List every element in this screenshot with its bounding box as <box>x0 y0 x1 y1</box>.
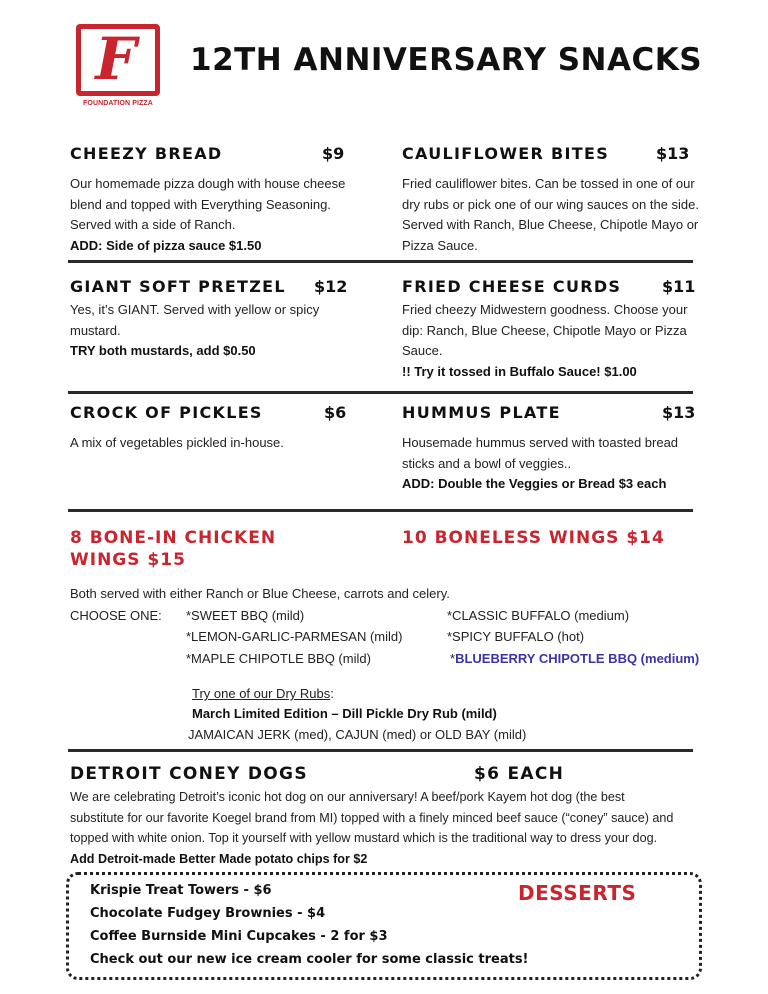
item-desc-cauliflower-bites <box>402 174 699 256</box>
item-price-detroit-coney-dogs: $6 EACH <box>474 764 565 784</box>
dry-rubs-label-text: Try one of our Dry Rubs <box>192 686 331 701</box>
dessert-item: Coffee Burnside Mini Cupcakes - 2 for $3 <box>90 929 388 944</box>
desc-line: dip: Ranch, Blue Cheese, Chipotle Mayo or Pizza <box>402 322 687 338</box>
item-name-hummus-plate: HUMMUS PLATE <box>402 403 561 422</box>
item-name-cheezy-bread: CHEEZY BREAD <box>70 144 223 163</box>
logo-text: FOUNDATION PIZZA <box>83 100 153 107</box>
item-desc-fried-cheese-curds <box>402 300 687 382</box>
dessert-item: Chocolate Fudgey Brownies - $4 <box>90 906 326 921</box>
section-divider <box>68 260 693 263</box>
page-title: 12TH ANNIVERSARY SNACKS <box>190 42 703 78</box>
asterisk: * <box>450 651 456 666</box>
item-name-giant-soft-pretzel: GIANT SOFT PRETZEL <box>70 277 286 296</box>
item-price-cheezy-bread: $9 <box>322 144 345 163</box>
item-note: !! Try it tossed in Buffalo Sauce! $1.00 <box>402 363 637 379</box>
choose-one-label: CHOOSE ONE: <box>70 608 162 623</box>
item-desc-detroit-coney-dogs <box>70 787 673 869</box>
sauce-option: *MAPLE CHIPOTLE BBQ (mild) <box>186 651 371 666</box>
item-desc-hummus-plate <box>402 433 678 495</box>
sauce-option: *LEMON-GARLIC-PARMESAN (mild) <box>186 629 403 644</box>
item-name-detroit-coney-dogs: DETROIT CONEY DOGS <box>70 764 308 784</box>
desc-line: Fried cauliflower bites. Can be tossed in one of our <box>402 176 695 191</box>
special-sauce-blueberry: BLUEBERRY CHIPOTLE BBQ (medium) <box>455 651 700 666</box>
desc-line: A mix of vegetables pickled in-house. <box>70 435 284 450</box>
section-divider <box>68 749 693 752</box>
bone-in-wings-line2: WINGS $15 <box>70 550 186 570</box>
desc-line: Sauce. <box>402 343 443 358</box>
desc-line: Fried cheezy Midwestern goodness. Choose your <box>402 302 688 317</box>
item-price-fried-cheese-curds: $11 <box>662 277 696 296</box>
dessert-item: Krispie Treat Towers - $6 <box>90 883 272 898</box>
item-desc-cheezy-bread <box>70 174 345 256</box>
dry-rubs-label <box>192 684 334 704</box>
colon: : <box>330 686 334 701</box>
item-note: Add Detroit-made Better Made potato chips for $2 <box>70 851 368 866</box>
dessert-item: Check out our new ice cream cooler for some classic treats! <box>90 952 529 967</box>
desc-line: Served with Ranch, Blue Cheese, Chipotle Mayo or <box>402 217 699 232</box>
sauce-option-special <box>450 649 699 669</box>
item-price-cauliflower-bites: $13 <box>656 144 690 163</box>
desserts-heading: DESSERTS <box>518 881 637 905</box>
bone-in-wings-heading <box>70 527 276 571</box>
item-name-cauliflower-bites: CAULIFLOWER BITES <box>402 144 610 163</box>
item-desc-crock-of-pickles <box>70 433 284 454</box>
item-price-crock-of-pickles: $6 <box>324 403 347 422</box>
desc-line: substitute for our favorite Koegel brand from MI) topped with a finely minced beef sauce (“coney” sauce) and <box>70 810 674 825</box>
item-price-hummus-plate: $13 <box>662 403 696 422</box>
foundation-pizza-logo <box>74 24 162 112</box>
desc-line: topped with white onion. Top it yourself with yellow mustard which is the traditional way to dress your dog. <box>70 831 658 845</box>
bone-in-wings-line1: 8 BONE-IN CHICKEN <box>70 528 277 548</box>
desc-line: Pizza Sauce. <box>402 237 478 253</box>
sauce-option: *SPICY BUFFALO (hot) <box>447 629 585 644</box>
item-name-fried-cheese-curds: FRIED CHEESE CURDS <box>402 277 622 296</box>
sauce-option: *SWEET BBQ (mild) <box>186 608 305 623</box>
item-note: ADD: Side of pizza sauce $1.50 <box>70 237 262 253</box>
desc-line: blend and topped with Everything Seasoning. <box>70 196 331 212</box>
desc-line: Our homemade pizza dough with house cheese <box>70 176 346 191</box>
dry-rub-special: March Limited Edition – Dill Pickle Dry Rub (mild) <box>192 706 497 721</box>
desc-line: We are celebrating Detroit’s iconic hot dog on our anniversary! A beef/pork Kayem hot dog (the best <box>70 790 625 804</box>
section-divider <box>68 509 693 512</box>
item-desc-giant-soft-pretzel <box>70 300 319 362</box>
item-name-crock-of-pickles: CROCK OF PICKLES <box>70 403 263 422</box>
item-note: ADD: Double the Veggies or Bread $3 each <box>402 476 667 491</box>
desc-line: Served with a side of Ranch. <box>70 217 236 232</box>
item-note: TRY both mustards, add $0.50 <box>70 343 256 358</box>
logo-f-icon: F <box>95 25 137 93</box>
sauce-option: *CLASSIC BUFFALO (medium) <box>447 608 630 623</box>
dry-rubs-list: JAMAICAN JERK (med), CAJUN (med) or OLD BAY (mild) <box>188 727 527 742</box>
section-divider <box>68 391 693 394</box>
desc-line: dry rubs or pick one of our wing sauces on the side. <box>402 196 699 212</box>
wings-served-with: Both served with either Ranch or Blue Cheese, carrots and celery. <box>70 586 450 601</box>
desc-line: mustard. <box>70 322 121 338</box>
desc-line: Housemade hummus served with toasted bread <box>402 435 679 450</box>
desc-line: Yes, it’s GIANT. Served with yellow or spicy <box>70 302 320 317</box>
desc-line: sticks and a bowl of veggies.. <box>402 455 572 471</box>
item-price-giant-soft-pretzel: $12 <box>314 277 348 296</box>
boneless-wings-heading: 10 BONELESS WINGS $14 <box>402 528 665 548</box>
